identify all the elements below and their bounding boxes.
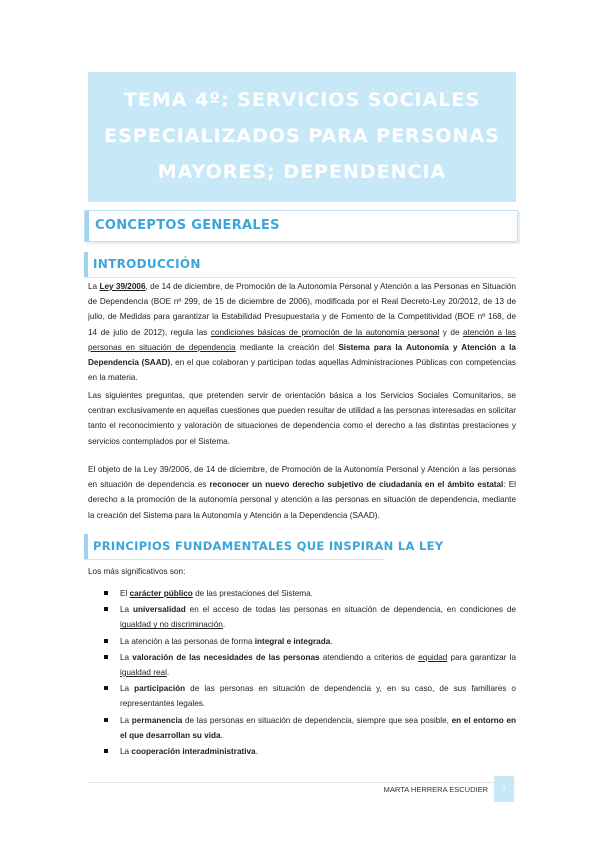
list-item: La atención a las personas de forma integral e integrada. <box>88 634 516 649</box>
principles-heading-box <box>84 534 444 560</box>
bullet-icon <box>104 686 108 690</box>
intro-heading: INTRODUCCIÓN <box>93 257 201 271</box>
list-item: La permanencia de las personas en situación de dependencia, siempre que sea posible, en el entorno en el que desarrollan su vida. <box>88 713 516 743</box>
saad-name: Sistema para la Autonomía y Atención a la Dependencia (SAAD) <box>88 342 516 368</box>
footer-divider <box>88 782 516 783</box>
bullet-icon <box>104 655 108 659</box>
intro-paragraph-2: Las siguientes preguntas, que pretenden servir de orientación básica a los Servicios Sociales Comunitarios, se centran exclusivamente en aquellas cuestiones que pueden resultar de utilidad a las personas interesadas en solicitar tanto el reconocimiento y valoración de situaciones de dependencia como el derecho a las distintas prestaciones y servicios contemplados por el Sistema. <box>88 391 516 446</box>
list-item: El carácter público de las prestaciones del Sistema. <box>88 586 516 601</box>
bullet-icon <box>104 607 108 611</box>
principles-rule <box>84 559 384 560</box>
principles-list <box>88 586 516 760</box>
bullet-icon <box>104 749 108 753</box>
bullet-icon <box>104 591 108 595</box>
intro-paragraph-1: La Ley 39/2006, de 14 de diciembre, de Promoción de la Autonomía Personal y Atención a las Personas en Situación de Dependencia (BOE nº 299, de 15 de diciembre de 2006), modificada por el Real Decreto-Ley 20/2012, de 13 de julio, de Medidas para garantizar la Estabilidad Presupuestaria y de Fomento de la Competitividad (BOE nº 168, de 14 de julio de 2012), regula las condiciones básicas de promoción de la autonomía personal y de atención a las personas en situación de dependencia mediante la creación del Sistema para la Autonomía y Atención a la Dependencia (SAAD), en el que colaboran y participan todas aquellas Administraciones Públicas con competencias en la materia. <box>88 282 516 383</box>
list-item: La cooperación interadministrativa. <box>88 744 516 759</box>
principles-lead: Los más significativos son: <box>88 567 186 576</box>
page-number: 1 <box>494 776 514 802</box>
intro-rule <box>84 277 516 278</box>
bullet-icon <box>104 639 108 643</box>
principles-heading: PRINCIPIOS FUNDAMENTALES QUE INSPIRAN LA LEY <box>93 539 444 553</box>
intro-paragraph-3: El objeto de la Ley 39/2006, de 14 de diciembre, de Promoción de la Autonomía Personal y Atención a las personas en situación de dependencia es reconocer un nuevo derecho subjetivo de ciudadanía en el ámbito estatal: El derecho a la promoción de la autonomía personal y atención a las personas en situación de dependencia, mediante la creación del Sistema para la Autonomía y Atención a la Dependencia (SAAD). <box>88 465 516 520</box>
list-item: La universalidad en el acceso de todas las personas en situación de dependencia, en condiciones de igualdad y no discriminación. <box>88 602 516 632</box>
bullet-icon <box>104 718 108 722</box>
title-line-1: TEMA 4º: SERVICIOS SOCIALES <box>123 89 481 111</box>
list-item: La participación de las personas en situación de dependencia y, en su caso, de sus familiares o representantes legales. <box>88 681 516 711</box>
law-reference: Ley 39/2006 <box>99 282 146 291</box>
footer-author: MARTA HERRERA ESCUDIER <box>383 785 488 794</box>
intro-heading-box <box>84 252 516 278</box>
section-accent-bar <box>85 211 89 241</box>
section-heading: CONCEPTOS GENERALES <box>95 218 280 233</box>
intro-accent-bar <box>84 252 88 278</box>
list-item: La valoración de las necesidades de las personas atendiendo a criterios de equidad para garantizar la igualdad real. <box>88 650 516 680</box>
document-title <box>88 82 516 190</box>
title-banner <box>88 72 516 202</box>
principles-accent-bar <box>84 534 88 560</box>
section-heading-box <box>84 210 518 242</box>
title-line-3: MAYORES; DEPENDENCIA <box>157 161 447 183</box>
title-line-2: ESPECIALIZADOS PARA PERSONAS <box>104 125 500 147</box>
